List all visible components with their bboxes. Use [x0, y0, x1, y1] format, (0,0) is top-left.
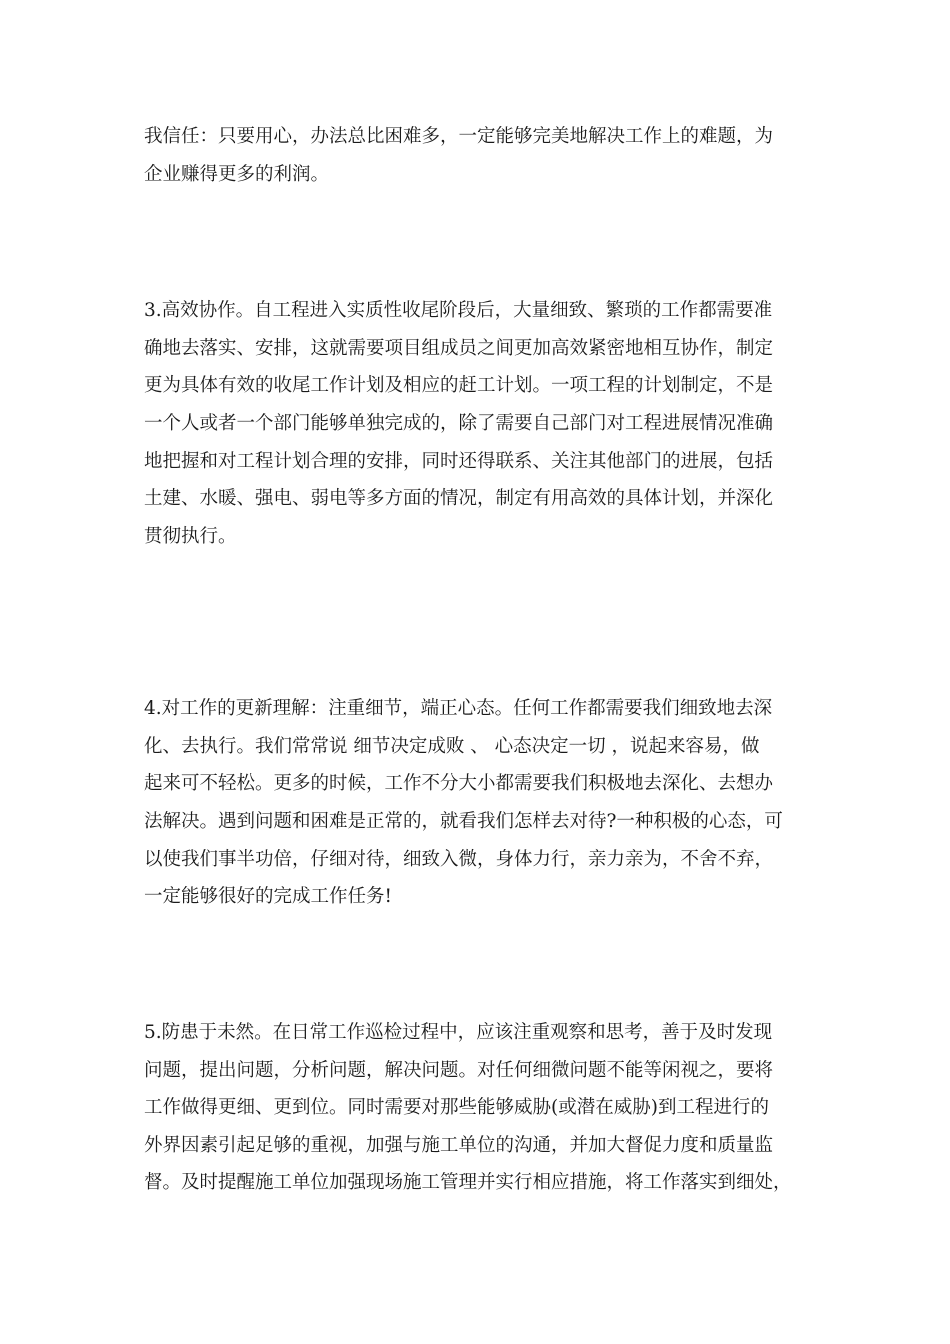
- text-line: 督。及时提醒施工单位加强现场施工管理并实行相应措施，将工作落实到细处，: [144, 1172, 792, 1193]
- text-line: 5.防患于未然。在日常工作巡检过程中，应该注重观察和思考，善于及时发现: [144, 1022, 773, 1043]
- text-line: 化、去执行。我们常常说 细节决定成败 、 心态决定一切 ，说起来容易，做: [144, 736, 760, 757]
- text-line: 地把握和对工程计划合理的安排，同时还得联系、关注其他部门的进展，包括: [144, 451, 774, 472]
- text-line: 4.对工作的更新理解：注重细节，端正心态。任何工作都需要我们细致地去深: [144, 698, 773, 719]
- text-line: 我信任：只要用心，办法总比困难多，一定能够完美地解决工作上的难题，为: [144, 126, 774, 147]
- text-line: 一定能够很好的完成工作任务!: [144, 886, 392, 907]
- text-line: 以使我们事半功倍，仔细对待，细致入微，身体力行，亲力亲为，不舍不弃，: [144, 849, 774, 870]
- text-line: 3.高效协作。自工程进入实质性收尾阶段后，大量细致、繁琐的工作都需要准: [144, 300, 773, 321]
- text-line: 外界因素引起足够的重视，加强与施工单位的沟通，并加大督促力度和质量监: [144, 1135, 774, 1156]
- text-line: 更为具体有效的收尾工作计划及相应的赶工计划。一项工程的计划制定，不是: [144, 375, 774, 396]
- text-line: 起来可不轻松。更多的时候，工作不分大小都需要我们积极地去深化、去想办: [144, 773, 774, 794]
- text-line: 土建、水暖、强电、弱电等多方面的情况，制定有用高效的具体计划，并深化: [144, 488, 774, 509]
- text-line: 企业赚得更多的利润。: [144, 164, 330, 185]
- text-line: 工作做得更细、更到位。同时需要对那些能够威胁(或潜在威胁)到工程进行的: [144, 1097, 769, 1118]
- text-line: 贯彻执行。: [144, 526, 237, 547]
- text-line: 一个人或者一个部门能够单独完成的，除了需要自己部门对工程进展情况准确: [144, 413, 774, 434]
- text-line: 法解决。遇到问题和困难是正常的，就看我们怎样去对待?一种积极的心态，可: [144, 811, 783, 832]
- text-line: 确地去落实、安排，这就需要项目组成员之间更加高效紧密地相互协作，制定: [144, 338, 774, 359]
- text-line: 问题，提出问题，分析问题，解决问题。对任何细微问题不能等闲视之，要将: [144, 1060, 774, 1081]
